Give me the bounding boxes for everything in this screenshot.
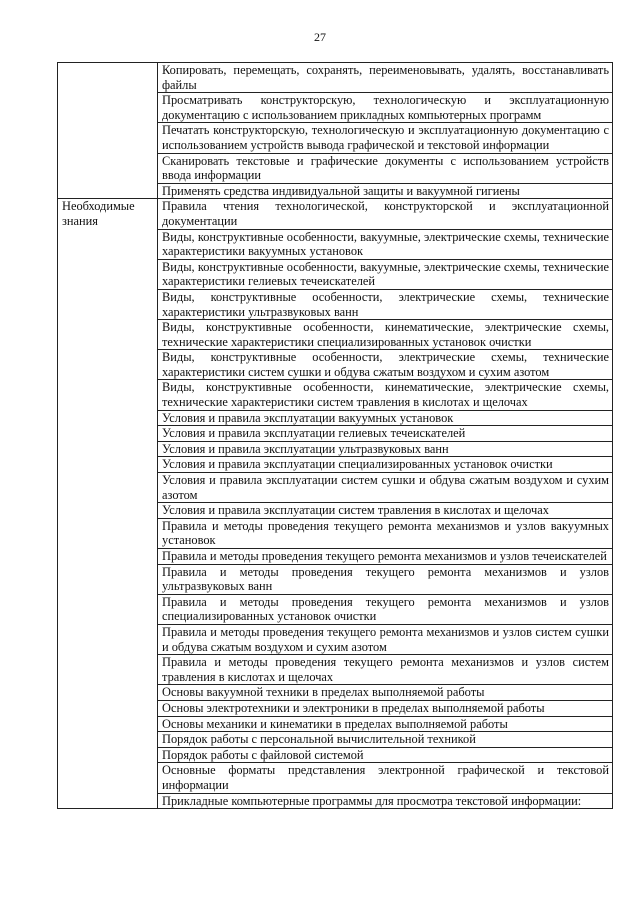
requirement-item: Виды, конструктивные особенности, электрические схемы, технические характеристики ультразвуковых ванн <box>158 289 613 319</box>
requirement-item: Правила чтения технологической, конструкторской и эксплуатационной документации <box>158 199 613 229</box>
table-row <box>58 63 613 93</box>
requirement-item: Условия и правила эксплуатации гелиевых течеискателей <box>158 426 613 442</box>
requirement-item: Просматривать конструкторскую, технологическую и эксплуатационную документацию с использованием прикладных компьютерных программ <box>158 93 613 123</box>
requirement-item: Виды, конструктивные особенности, электрические схемы, технические характеристики систем сушки и обдува сжатым воздухом и сухим азотом <box>158 350 613 380</box>
requirement-item: Копировать, перемещать, сохранять, переименовывать, удалять, восстанавливать файлы <box>158 63 613 93</box>
requirement-item: Виды, конструктивные особенности, вакуумные, электрические схемы, технические характеристики гелиевых течеискателей <box>158 259 613 289</box>
requirement-item: Виды, конструктивные особенности, вакуумные, электрические схемы, технические характеристики вакуумных установок <box>158 229 613 259</box>
requirement-item: Печатать конструкторскую, технологическую и эксплуатационную документацию с использованием устройств вывода графической и текстовой информации <box>158 123 613 153</box>
requirement-item: Условия и правила эксплуатации систем травления в кислотах и щелочах <box>158 503 613 519</box>
requirement-item: Применять средства индивидуальной защиты и вакуумной гигиены <box>158 183 613 199</box>
requirement-item: Порядок работы с файловой системой <box>158 747 613 763</box>
requirements-table <box>57 62 613 809</box>
requirement-item: Правила и методы проведения текущего ремонта механизмов и узлов специализированных установок очистки <box>158 594 613 624</box>
requirement-item: Правила и методы проведения текущего ремонта механизмов и узлов вакуумных установок <box>158 518 613 548</box>
page-number: 27 <box>314 30 326 44</box>
section-label: Необходимые знания <box>58 199 158 809</box>
requirement-item: Виды, конструктивные особенности, кинематические, электрические схемы, технические характеристики систем травления в кислотах и щелочах <box>158 380 613 410</box>
requirement-item: Правила и методы проведения текущего ремонта механизмов и узлов систем травления в кислотах и щелочах <box>158 655 613 685</box>
requirement-item: Основы вакуумной техники в пределах выполняемой работы <box>158 685 613 701</box>
requirement-item: Условия и правила эксплуатации систем сушки и обдува сжатым воздухом и сухим азотом <box>158 473 613 503</box>
requirement-item: Условия и правила эксплуатации ультразвуковых ванн <box>158 441 613 457</box>
requirement-item: Порядок работы с персональной вычислительной техникой <box>158 732 613 748</box>
table-row <box>58 199 613 229</box>
requirement-item: Виды, конструктивные особенности, кинематические, электрические схемы, технические характеристики специализированных установок очистки <box>158 320 613 350</box>
requirement-item: Условия и правила эксплуатации вакуумных установок <box>158 410 613 426</box>
section-label-empty <box>58 63 158 199</box>
requirement-item: Условия и правила эксплуатации специализированных установок очистки <box>158 457 613 473</box>
requirement-item: Правила и методы проведения текущего ремонта механизмов и узлов систем сушки и обдува сжатым воздухом и сухим азотом <box>158 624 613 654</box>
requirement-item: Прикладные компьютерные программы для просмотра текстовой информации: <box>158 793 613 809</box>
requirement-item: Правила и методы проведения текущего ремонта механизмов и узлов течеискателей <box>158 549 613 565</box>
requirement-item: Основы механики и кинематики в пределах выполняемой работы <box>158 716 613 732</box>
requirement-item: Сканировать текстовые и графические документы с использованием устройств ввода информации <box>158 153 613 183</box>
requirement-item: Основные форматы представления электронной графической и текстовой информации <box>158 763 613 793</box>
requirement-item: Основы электротехники и электроники в пределах выполняемой работы <box>158 700 613 716</box>
requirement-item: Правила и методы проведения текущего ремонта механизмов и узлов ультразвуковых ванн <box>158 564 613 594</box>
requirements-table-body <box>58 63 613 809</box>
